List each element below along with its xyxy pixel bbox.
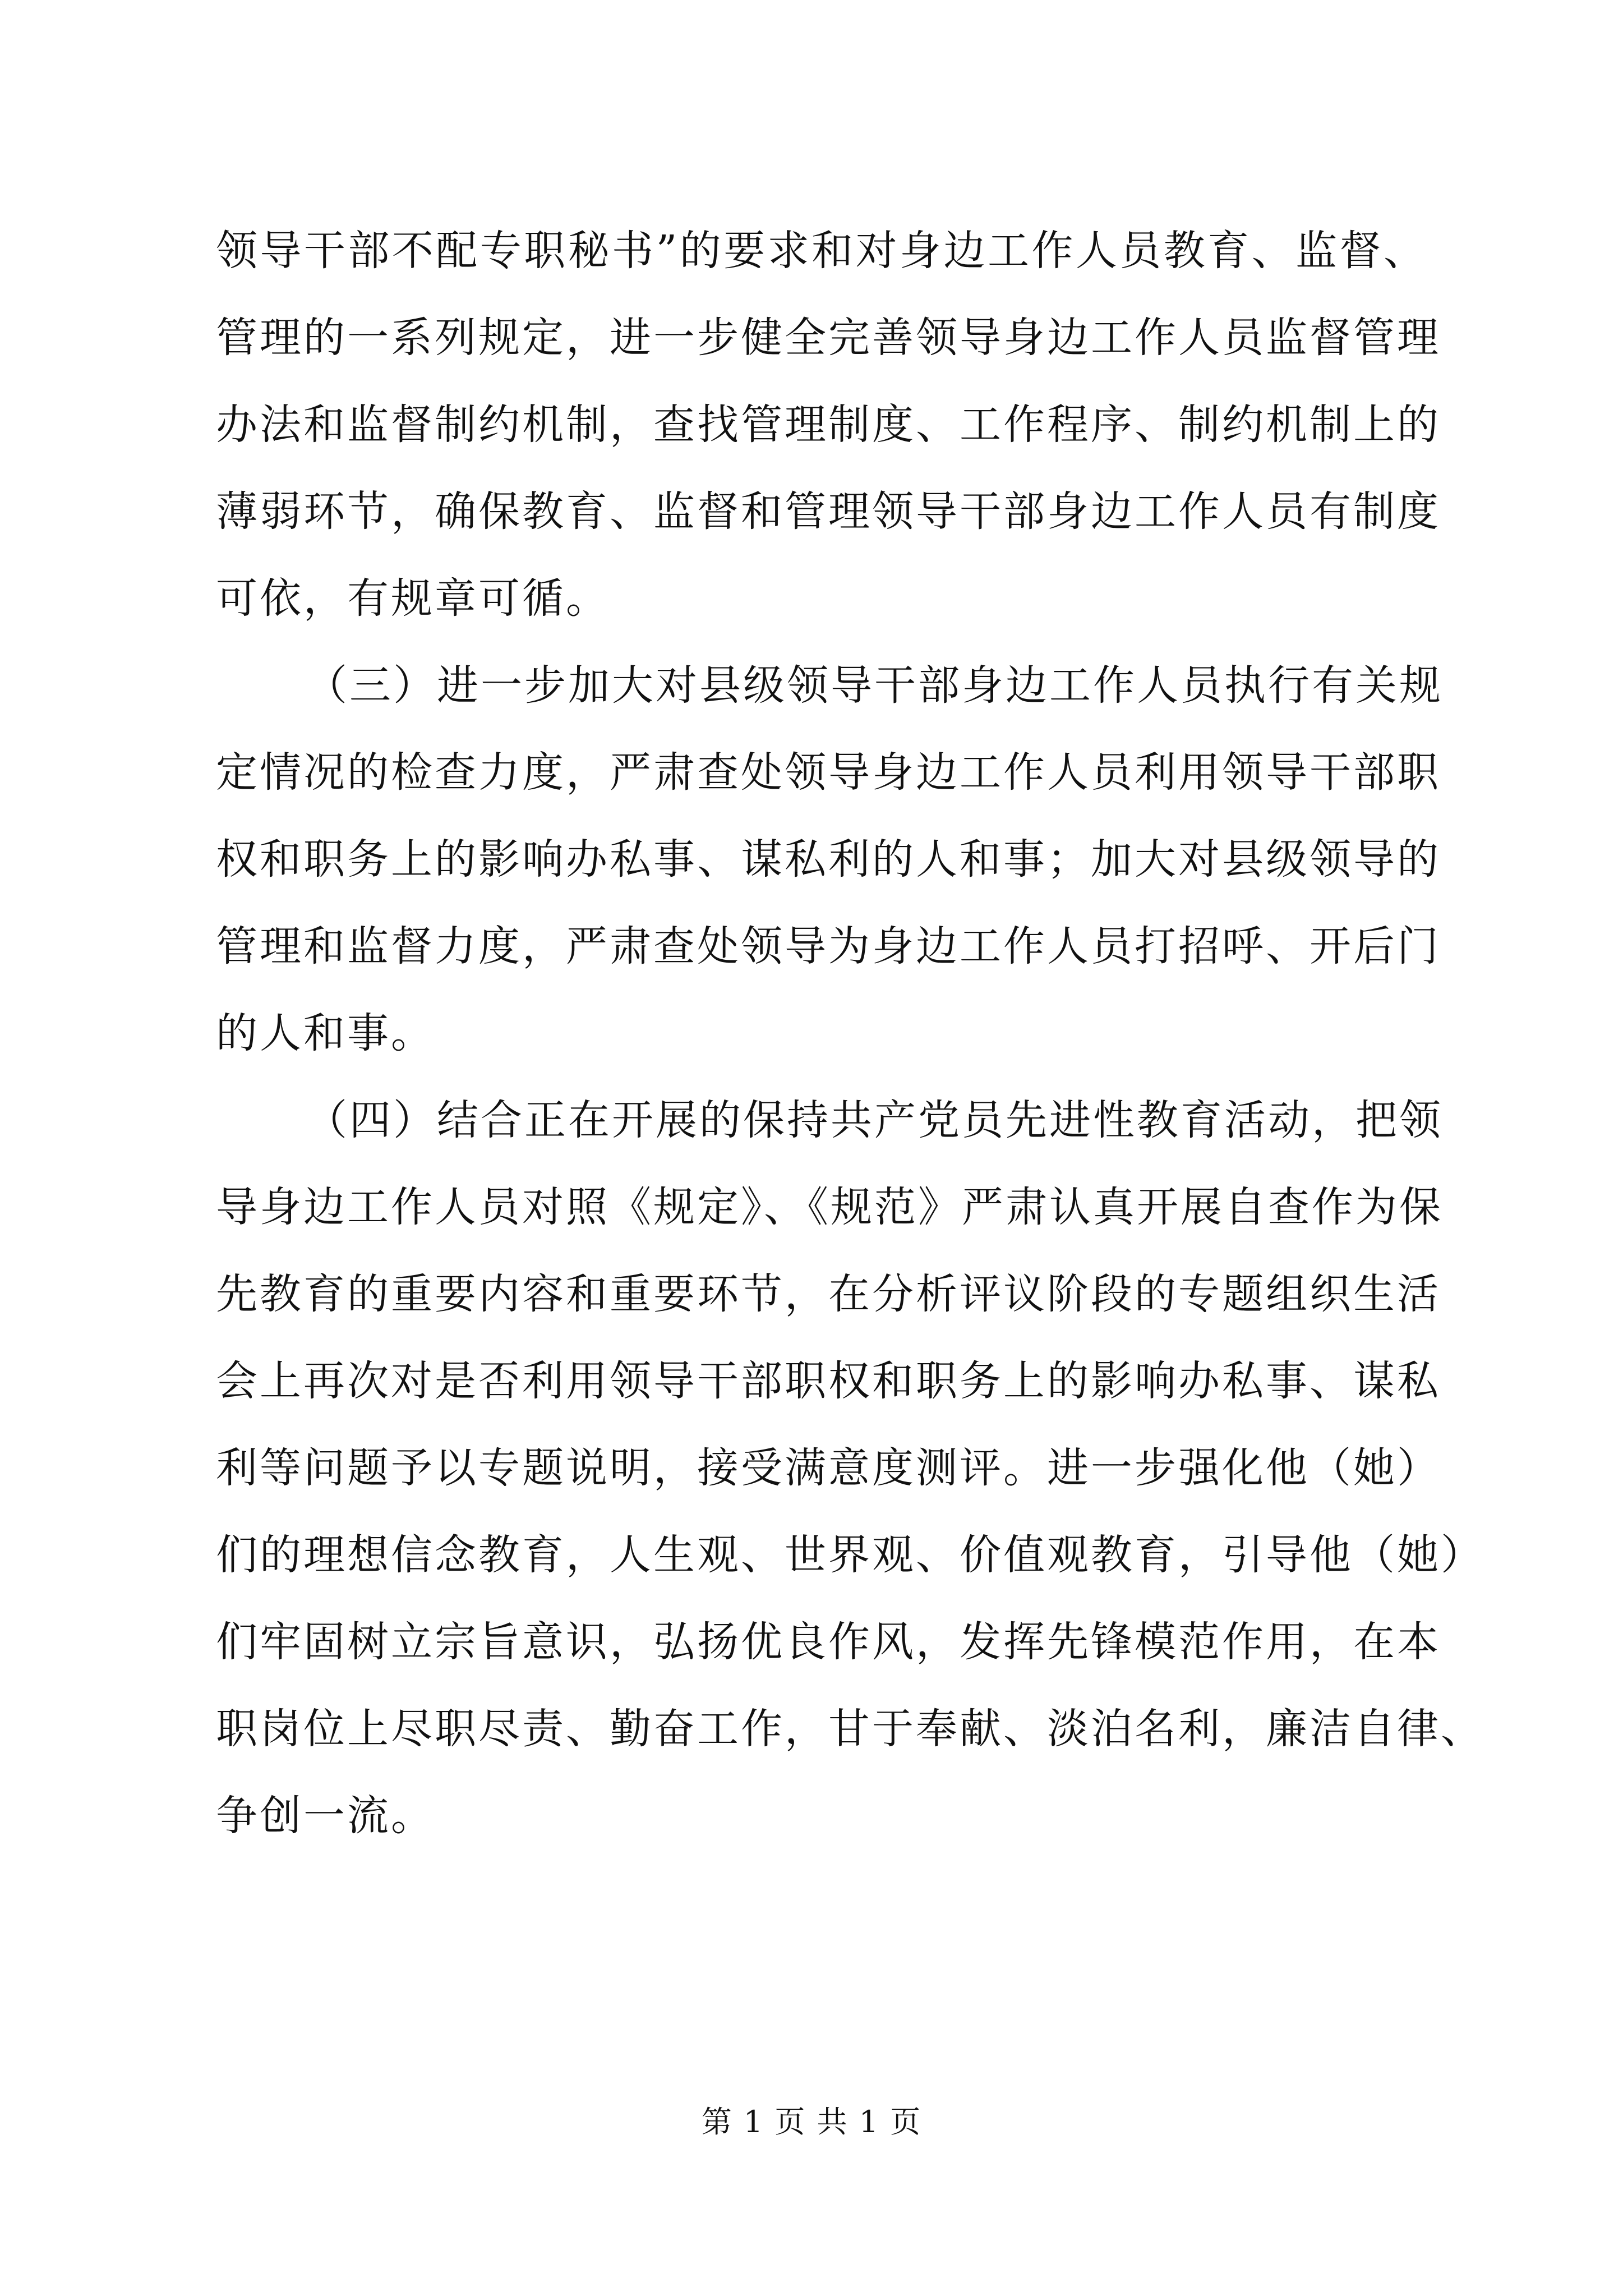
- text-line: 管理和监督力度，严肃查处领导为身边工作人员打招呼、开后门: [216, 922, 1441, 970]
- paragraph-start-line: （四）结合正在开展的保持共产党员先进性教育活动，把领: [306, 1096, 1443, 1144]
- text-line: 办法和监督制约机制，查找管理制度、工作程序、制约机制上的: [216, 401, 1441, 449]
- paragraph-start-line: （三）进一步加大对县级领导干部身边工作人员执行有关规: [306, 661, 1443, 710]
- text-line: 薄弱环节，确保教育、监督和管理领导干部身边工作人员有制度: [216, 487, 1441, 536]
- text-line: 们的理想信念教育，人生观、世界观、价值观教育，引导他（她）: [216, 1531, 1484, 1579]
- text-line: 领导干部不配专职秘书”的要求和对身边工作人员教育、监督、: [216, 227, 1427, 275]
- text-line: 导身边工作人员对照《规定》、《规范》严肃认真开展自查作为保: [216, 1183, 1443, 1231]
- text-line: 争创一流。: [216, 1792, 435, 1840]
- text-line: 权和职务上的影响办私事、谋私利的人和事；加大对县级领导的: [216, 835, 1441, 884]
- page-number-footer: 第 1 页 共 1 页: [701, 2104, 922, 2139]
- text-line: 职岗位上尽职尽责、勤奋工作，甘于奉献、淡泊名利，廉洁自律、: [216, 1705, 1484, 1753]
- text-line: 定情况的检查力度，严肃查处领导身边工作人员利用领导干部职: [216, 748, 1441, 797]
- text-line: 管理的一系列规定，进一步健全完善领导身边工作人员监督管理: [216, 314, 1441, 362]
- text-line: 先教育的重要内容和重要环节，在分析评议阶段的专题组织生活: [216, 1270, 1441, 1318]
- text-line: 会上再次对是否利用领导干部职权和职务上的影响办私事、谋私: [216, 1357, 1441, 1405]
- text-line: 利等问题予以专题说明，接受满意度测评。进一步强化他（她）: [216, 1444, 1441, 1492]
- text-line: 们牢固树立宗旨意识，弘扬优良作风，发挥先锋模范作用，在本: [216, 1618, 1441, 1666]
- text-line: 可依，有规章可循。: [216, 574, 610, 623]
- text-line: 的人和事。: [216, 1009, 435, 1057]
- document-body: [216, 208, 1484, 1860]
